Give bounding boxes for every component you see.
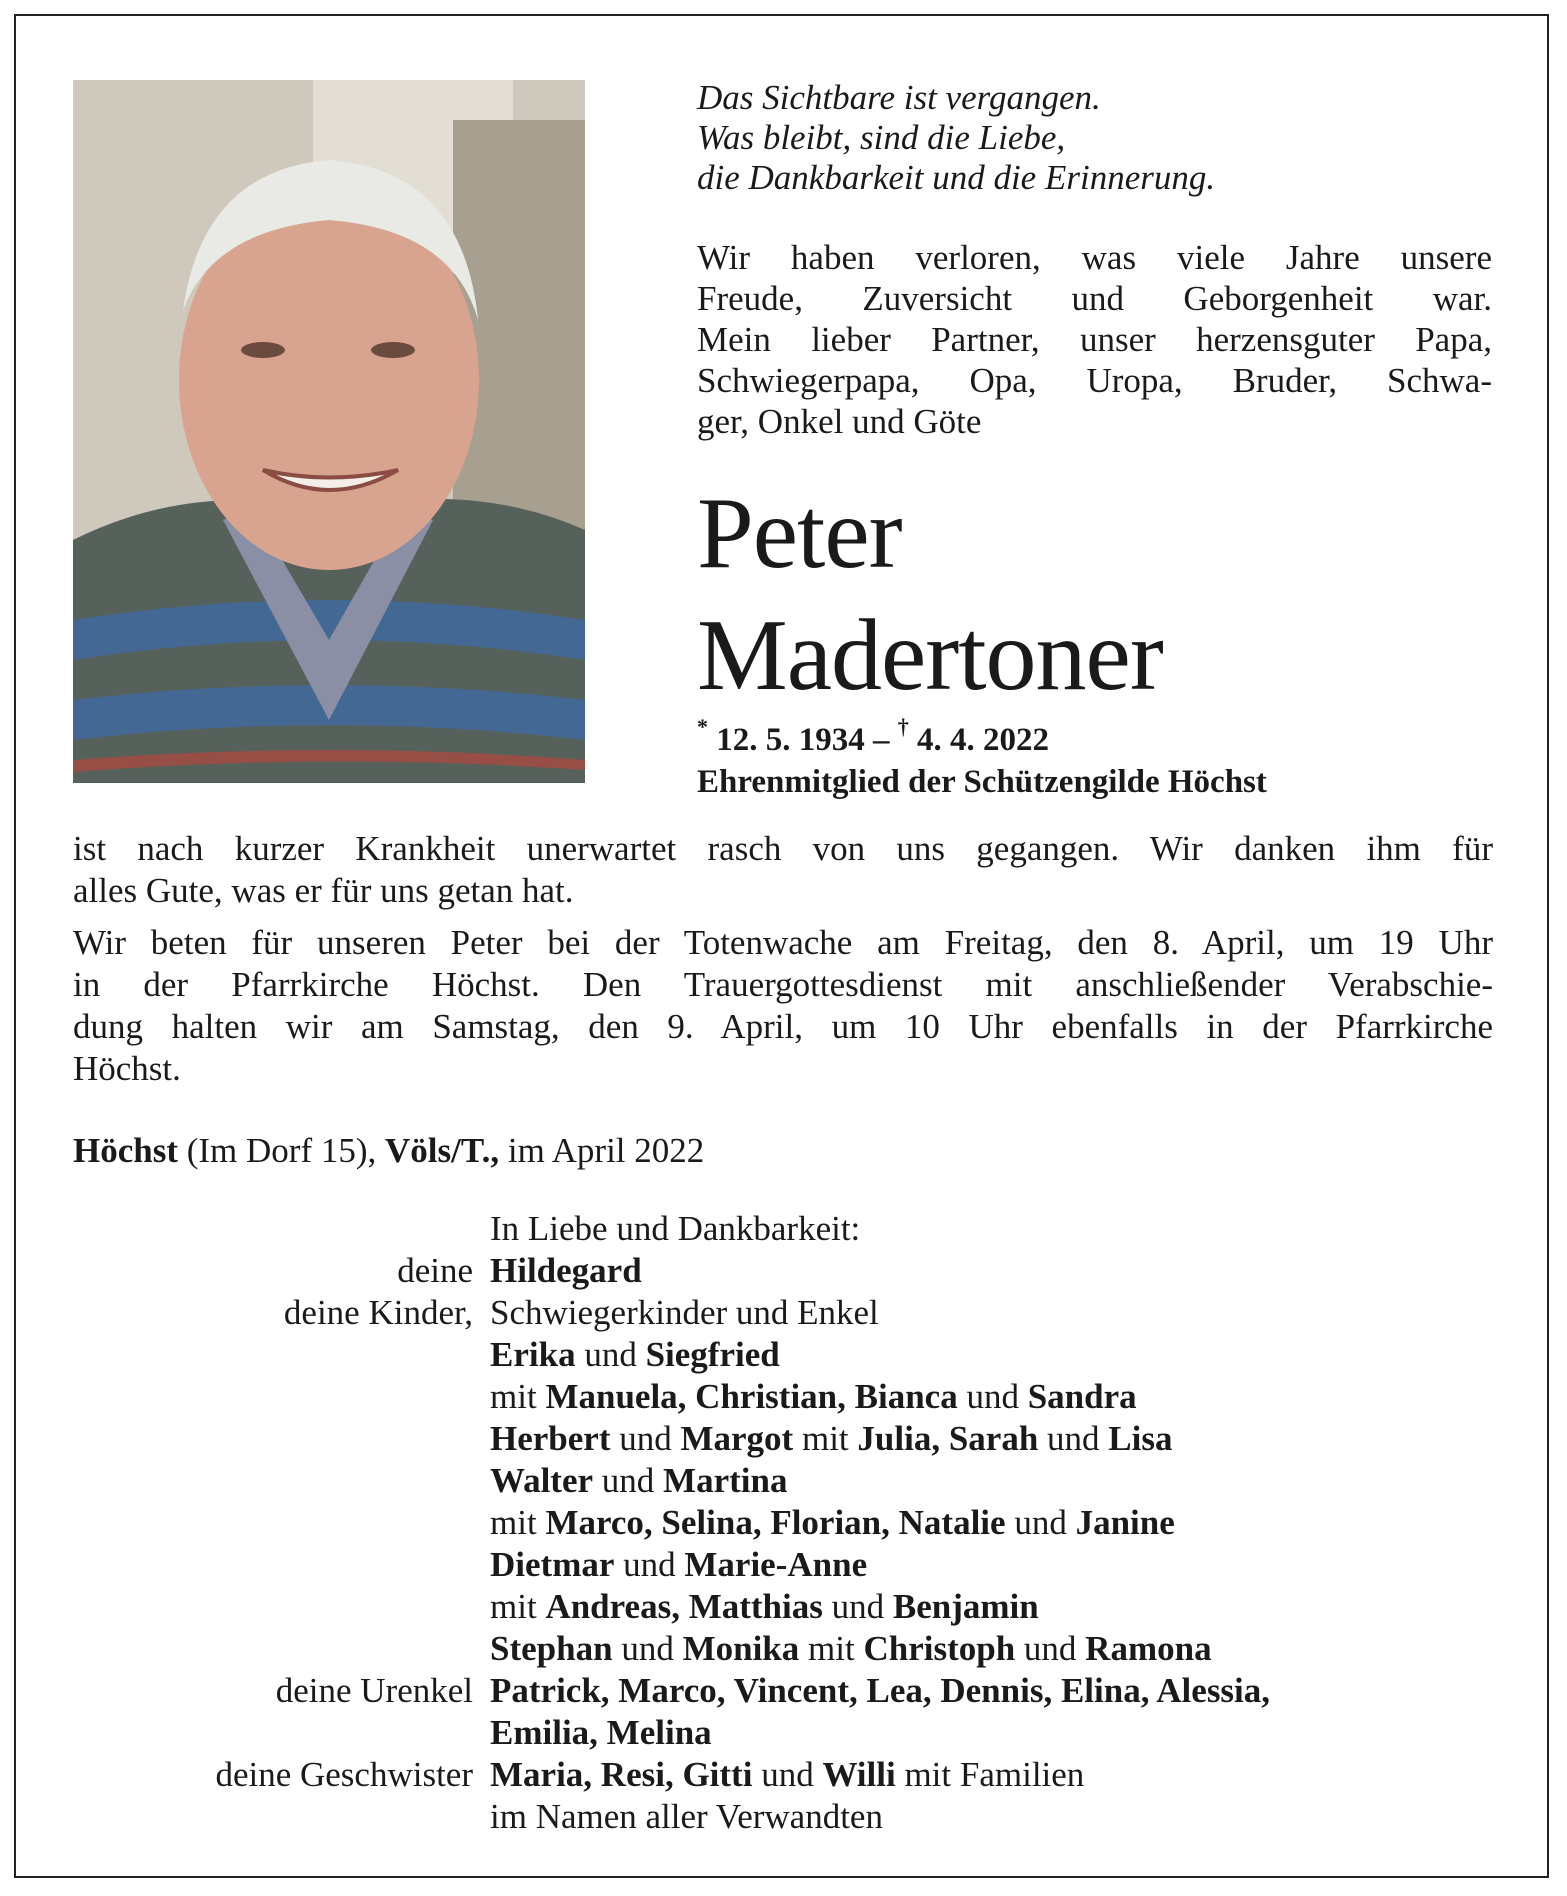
address: (Im Dorf 15),	[178, 1131, 386, 1170]
first-name: Peter	[697, 477, 902, 590]
paragraph-line: in der Pfarrkirche Höchst. Den Trauergottesdienst mit anschließender Verabschie-	[73, 965, 1493, 1004]
mourner-label	[73, 1418, 490, 1460]
mourner-name: Margot	[680, 1419, 794, 1458]
mourner-name: Patrick, Marco, Vincent, Lea, Dennis, Elina, Alessia,	[490, 1671, 1271, 1710]
mourner-row	[73, 1460, 1513, 1502]
date-dash: –	[873, 722, 890, 758]
paragraph-line: Höchst.	[73, 1049, 181, 1088]
mourner-names	[490, 1628, 1212, 1670]
mourner-label	[73, 1376, 490, 1418]
mourner-row	[73, 1292, 1513, 1334]
mourners-list	[73, 1208, 1513, 1838]
mourner-name: Ramona	[1085, 1629, 1212, 1668]
mourner-name: Marie-Anne	[684, 1545, 868, 1584]
mourner-connector: mit	[490, 1377, 546, 1416]
place-date-line	[73, 1130, 704, 1172]
mourner-connector: und	[610, 1419, 681, 1458]
mourner-connector: und	[593, 1461, 664, 1500]
deceased-name	[697, 473, 1163, 717]
mourner-name: Siegfried	[645, 1335, 780, 1374]
mourner-name: Emilia, Melina	[490, 1713, 712, 1752]
mourner-names	[490, 1334, 780, 1376]
mourner-row	[73, 1796, 1513, 1838]
mourner-connector: und	[957, 1377, 1028, 1416]
mourner-label: deine Kinder,	[283, 1293, 473, 1332]
mourner-names	[490, 1460, 787, 1502]
mourner-label	[73, 1460, 490, 1502]
mourner-name: Stephan	[490, 1629, 613, 1668]
mourner-names	[490, 1208, 860, 1250]
mourner-row	[73, 1502, 1513, 1544]
mourner-connector: und	[1005, 1503, 1076, 1542]
motto-verse	[697, 78, 1497, 198]
mourner-label	[73, 1502, 490, 1544]
intro-line: Wir haben verloren, was viele Jahre unsere	[697, 238, 1492, 277]
mourner-name: Andreas, Matthias	[545, 1587, 823, 1626]
mourner-connector: und	[1015, 1629, 1086, 1668]
mourner-names	[490, 1586, 1039, 1628]
mourner-row	[73, 1586, 1513, 1628]
mourner-names	[490, 1754, 1084, 1796]
mourner-names	[490, 1670, 1270, 1712]
mourner-row	[73, 1670, 1513, 1712]
intro-line: Schwiegerpapa, Opa, Uropa, Bruder, Schwa-	[697, 361, 1492, 400]
mourner-name: Hildegard	[490, 1251, 642, 1290]
mourner-name: Willi	[822, 1755, 896, 1794]
place-hoechst: Höchst	[73, 1131, 178, 1170]
death-symbol: †	[897, 714, 909, 739]
mourner-name: Maria, Resi, Gitti	[490, 1755, 753, 1794]
portrait-photo	[73, 80, 585, 783]
intro-line: ger, Onkel und Göte	[697, 402, 982, 441]
birth-date: 12. 5. 1934	[716, 722, 865, 758]
mourner-connector: mit Familien	[895, 1755, 1085, 1794]
mourner-name: Lisa	[1108, 1419, 1173, 1458]
mourner-name: Benjamin	[892, 1587, 1039, 1626]
birth-symbol: *	[697, 714, 708, 739]
place-voels: Völs/T.,	[385, 1131, 500, 1170]
mourner-connector: und	[614, 1545, 685, 1584]
mourner-names	[490, 1292, 879, 1334]
mourner-label	[73, 1628, 490, 1670]
mourner-name: Marco, Selina, Florian, Natalie	[545, 1503, 1006, 1542]
mourner-row	[73, 1334, 1513, 1376]
mourner-name: Monika	[682, 1629, 800, 1668]
last-name: Madertoner	[697, 599, 1163, 712]
intro-line: Freude, Zuversicht und Geborgenheit war.	[697, 279, 1492, 318]
mourner-row	[73, 1628, 1513, 1670]
mourner-names	[490, 1250, 642, 1292]
mourner-names	[490, 1502, 1175, 1544]
mourner-label	[73, 1208, 490, 1250]
mourner-connector: Schwiegerkinder und Enkel	[490, 1293, 879, 1332]
mourner-name: Julia, Sarah	[857, 1419, 1039, 1458]
mourner-connector: In Liebe und Dankbarkeit:	[490, 1209, 861, 1248]
paragraph-line: ist nach kurzer Krankheit unerwartet rasch von uns gegangen. Wir danken ihm für	[73, 829, 1493, 868]
mourner-connector: mit	[490, 1503, 546, 1542]
mourner-row	[73, 1376, 1513, 1418]
mourner-name: Sandra	[1027, 1377, 1137, 1416]
mourner-row	[73, 1250, 1513, 1292]
mourner-connector: im Namen aller Verwandten	[490, 1797, 883, 1836]
mourner-row	[73, 1712, 1513, 1754]
intro-line: Mein lieber Partner, unser herzensguter Papa,	[697, 320, 1492, 359]
mourner-names	[490, 1418, 1173, 1460]
mourner-name: Christoph	[863, 1629, 1016, 1668]
motto-line: Das Sichtbare ist vergangen.	[697, 78, 1101, 117]
mourner-connector: mit	[793, 1419, 858, 1458]
intro-text	[697, 237, 1492, 442]
mourner-name: Walter	[490, 1461, 594, 1500]
life-dates	[697, 710, 1267, 803]
mourner-label	[73, 1796, 490, 1838]
motto-line: die Dankbarkeit und die Erinnerung.	[697, 158, 1216, 197]
paragraph-line: alles Gute, was er für uns getan hat.	[73, 871, 574, 910]
mourner-connector: und	[575, 1335, 646, 1374]
service-paragraph	[73, 922, 1493, 1090]
mourner-row	[73, 1208, 1513, 1250]
mourner-row	[73, 1544, 1513, 1586]
mourner-name: Dietmar	[490, 1545, 615, 1584]
mourner-connector: mit	[799, 1629, 864, 1668]
death-date: 4. 4. 2022	[917, 722, 1049, 758]
mourner-name: Manuela, Christian, Bianca	[545, 1377, 958, 1416]
mourner-name: Janine	[1075, 1503, 1175, 1542]
paragraph-line: dung halten wir am Samstag, den 9. April, um 10 Uhr ebenfalls in der Pfarrkirche	[73, 1007, 1493, 1046]
mourner-row	[73, 1754, 1513, 1796]
honor-title: Ehrenmitglied der Schützengilde Höchst	[697, 764, 1267, 800]
mourner-names	[490, 1796, 883, 1838]
date-text: im April 2022	[499, 1131, 705, 1170]
mourner-name: Martina	[663, 1461, 788, 1500]
mourner-connector: und	[1038, 1419, 1109, 1458]
mourner-connector: mit	[490, 1587, 546, 1626]
mourner-connector: und	[612, 1629, 683, 1668]
mourner-names	[490, 1712, 712, 1754]
mourner-label: deine Urenkel	[275, 1671, 473, 1710]
mourner-name: Herbert	[490, 1419, 611, 1458]
mourner-names	[490, 1376, 1137, 1418]
mourner-connector: und	[822, 1587, 893, 1626]
mourner-label	[73, 1544, 490, 1586]
mourner-label	[73, 1712, 490, 1754]
mourner-label	[73, 1586, 490, 1628]
mourner-names	[490, 1544, 867, 1586]
mourner-name: Erika	[490, 1335, 576, 1374]
passing-paragraph	[73, 828, 1493, 912]
motto-line: Was bleibt, sind die Liebe,	[697, 118, 1066, 157]
mourner-connector: und	[752, 1755, 823, 1794]
paragraph-line: Wir beten für unseren Peter bei der Totenwache am Freitag, den 8. April, um 19 Uhr	[73, 923, 1493, 962]
mourner-label: deine Geschwister	[215, 1755, 473, 1794]
mourner-label: deine	[397, 1251, 473, 1290]
mourner-label	[73, 1334, 490, 1376]
mourner-row	[73, 1418, 1513, 1460]
